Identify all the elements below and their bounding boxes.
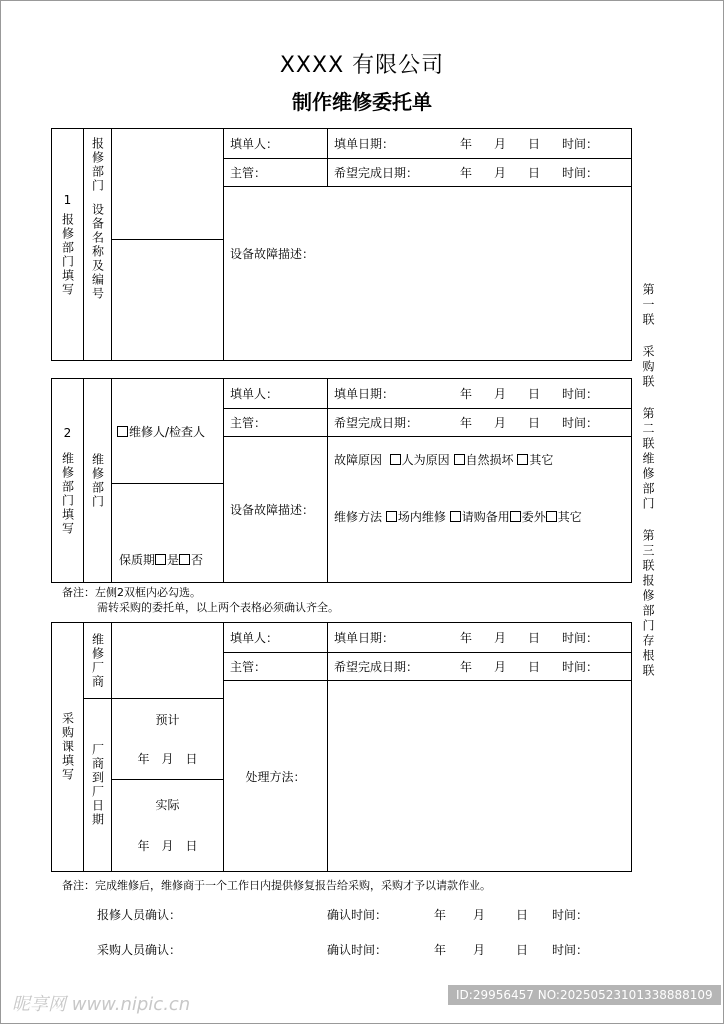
- year-label: 年: [460, 166, 473, 180]
- repairer-label: 维修人/检查人: [129, 424, 206, 439]
- day-label: 日: [528, 416, 541, 430]
- section1-dept: 报修部门: [90, 137, 105, 193]
- month-label: 月: [494, 387, 507, 401]
- form-title: 制作维修委托单: [292, 90, 432, 114]
- method-other: 其它: [557, 510, 582, 524]
- section2-label: 维修部门填写: [60, 451, 75, 536]
- reporter-year: 年: [434, 908, 447, 922]
- warranty-label: 保质期: [119, 553, 156, 567]
- month-label: 月: [494, 660, 507, 675]
- watermark-left: 昵享网 www.nipic.cn: [12, 994, 191, 1015]
- purchaser-time: 时间：: [552, 943, 589, 957]
- month-label: 月: [494, 631, 507, 646]
- time-label: 时间：: [562, 660, 599, 675]
- warranty-no: 否: [191, 553, 204, 567]
- actual-date-cell[interactable]: [112, 779, 224, 871]
- section2-repairer-cell[interactable]: [112, 379, 224, 484]
- method-other-checkbox[interactable]: [546, 511, 557, 522]
- section3-supervisor-cell[interactable]: [224, 653, 328, 681]
- filler-label: 填单人：: [230, 137, 279, 151]
- planned-date-cell[interactable]: [112, 699, 224, 779]
- day-label: 日: [528, 387, 541, 401]
- method-outsource-checkbox[interactable]: [510, 511, 521, 522]
- time-label: 时间：: [562, 137, 599, 151]
- method-purchase: 请购备用: [461, 510, 510, 524]
- section2-warranty-cell[interactable]: [112, 484, 224, 583]
- section2-fill-date[interactable]: [328, 379, 632, 409]
- section1-equipment-input[interactable]: [112, 240, 224, 361]
- planned-label: 预计: [155, 712, 180, 727]
- purchaser-year: 年: [434, 943, 447, 957]
- day-label: 日: [528, 137, 541, 151]
- time-label: 时间：: [562, 166, 599, 180]
- section1-number: 1: [63, 192, 72, 207]
- year-label: 年: [460, 387, 473, 401]
- expect-date-label: 希望完成日期：: [334, 660, 419, 675]
- day-label: 日: [528, 166, 541, 180]
- reporter-time: 时间：: [552, 908, 589, 922]
- section3-handling-cell: [224, 681, 328, 872]
- note1-line2: 需转采购的委托单，以上两个表格必须确认齐全。: [97, 601, 339, 614]
- section3-handling-input[interactable]: [328, 681, 632, 872]
- section1-label: 报修部门填写: [60, 212, 75, 297]
- side-copy-labels: 第一联 采购联 第二联维修部门 第三联报修部门存根联: [641, 283, 655, 679]
- section2-dept: 维修部门: [90, 452, 105, 509]
- year-label: 年: [460, 137, 473, 151]
- section1-table: [51, 128, 632, 361]
- section1-expect-date[interactable]: [328, 159, 632, 187]
- cause-other: 其它: [529, 453, 554, 467]
- section1-dept-col: [84, 129, 112, 361]
- repairer-checkbox[interactable]: [117, 426, 128, 437]
- year-label: 年: [460, 660, 473, 675]
- time-label: 时间：: [562, 631, 599, 646]
- method-outsource: 委外: [521, 510, 546, 524]
- purchaser-confirm-time: 确认时间：: [327, 943, 388, 957]
- section1-fill-date[interactable]: [328, 129, 632, 159]
- section1-supervisor-cell[interactable]: [224, 159, 328, 187]
- reporter-day: 日: [516, 908, 529, 922]
- purchaser-month: 月: [473, 943, 486, 957]
- actual-ymd: 年 月 日: [137, 839, 198, 854]
- supervisor-label: 主管：: [230, 660, 267, 675]
- warranty-yes-checkbox[interactable]: [155, 554, 166, 565]
- year-label: 年: [460, 416, 473, 430]
- day-label: 日: [528, 631, 541, 646]
- section3-vendor-col: [84, 623, 112, 699]
- section2-supervisor-cell[interactable]: [224, 409, 328, 437]
- company-name: XXXX 有限公司: [279, 53, 445, 78]
- handling-label: 处理方法：: [245, 769, 306, 784]
- note1-line1: 备注：左侧2双框内必勾选。: [62, 586, 201, 599]
- supervisor-label: 主管：: [230, 166, 267, 180]
- filler-label: 填单人：: [230, 387, 279, 401]
- section3-table: [51, 622, 632, 872]
- section2-fault-label-cell: [224, 437, 328, 583]
- watermark-right: ID:29956457 NO:20250523101338888109: [448, 985, 721, 1005]
- method-row: [328, 468, 631, 525]
- section2-dept-col: [84, 379, 112, 583]
- fill-date-label: 填单日期：: [334, 137, 395, 151]
- actual-label: 实际: [155, 798, 180, 813]
- note2: 备注：完成维修后，维修商于一个工作日内提供修复报告给采购，采购才予以请款作业。: [62, 879, 491, 892]
- section1-dept-input[interactable]: [112, 129, 224, 240]
- planned-ymd: 年 月 日: [137, 751, 198, 766]
- cause-human-checkbox[interactable]: [390, 454, 401, 465]
- expect-date-label: 希望完成日期：: [334, 166, 419, 180]
- purchaser-day: 日: [516, 943, 529, 957]
- reporter-confirm-time: 确认时间：: [327, 908, 388, 922]
- cause-natural: 自然损坏: [465, 453, 514, 467]
- warranty-no-checkbox[interactable]: [179, 554, 190, 565]
- section3-side: [52, 623, 84, 872]
- section3-filler-cell[interactable]: [224, 623, 328, 653]
- section3-vendor-date: 厂商到厂日期: [90, 743, 105, 828]
- fill-date-label: 填单日期：: [334, 387, 395, 401]
- section3-vendor: 维修厂商: [90, 632, 105, 689]
- cause-natural-checkbox[interactable]: [454, 454, 465, 465]
- section2-table: [51, 378, 632, 583]
- day-label: 日: [528, 660, 541, 675]
- fill-date-label: 填单日期：: [334, 631, 395, 646]
- section1-side: [52, 129, 84, 361]
- cause-human: 人为原因: [401, 453, 450, 467]
- section3-vendor-input[interactable]: [112, 623, 224, 699]
- method-purchase-checkbox[interactable]: [450, 511, 461, 522]
- section3-label: 采购课填写: [60, 712, 75, 782]
- section2-expect-date[interactable]: [328, 409, 632, 437]
- warranty-yes: 是: [167, 553, 180, 567]
- section1-equipment: 设备名称及编号: [90, 203, 105, 301]
- expect-date-label: 希望完成日期：: [334, 416, 419, 430]
- month-label: 月: [494, 137, 507, 151]
- cause-label: 故障原因: [334, 453, 383, 467]
- method-inplant-checkbox[interactable]: [386, 511, 397, 522]
- filler-label: 填单人：: [230, 631, 279, 646]
- purchaser-confirm: 采购人员确认：: [97, 943, 182, 957]
- section1-fault-label: 设备故障描述：: [230, 247, 315, 261]
- cause-row: [328, 437, 631, 468]
- section3-vendor-date-col: [84, 699, 112, 872]
- section3-expect-date[interactable]: [328, 653, 632, 681]
- time-label: 时间：: [562, 416, 599, 430]
- section2-number: 2: [63, 425, 72, 440]
- section3-fill-date[interactable]: [328, 623, 632, 653]
- reporter-month: 月: [473, 908, 486, 922]
- method-label: 维修方法: [334, 510, 383, 524]
- year-label: 年: [460, 631, 473, 646]
- method-inplant: 场内维修: [397, 510, 446, 524]
- time-label: 时间：: [562, 387, 599, 401]
- section2-cause-method: [328, 437, 632, 583]
- supervisor-label: 主管：: [230, 416, 267, 430]
- reporter-confirm: 报修人员确认：: [97, 908, 182, 922]
- section2-fault-label: 设备故障描述：: [230, 503, 315, 517]
- section1-fault-area[interactable]: [224, 187, 632, 361]
- section2-filler-cell[interactable]: [224, 379, 328, 409]
- cause-other-checkbox[interactable]: [517, 454, 528, 465]
- month-label: 月: [494, 166, 507, 180]
- section2-side: [52, 379, 84, 583]
- section1-filler-cell[interactable]: [224, 129, 328, 159]
- month-label: 月: [494, 416, 507, 430]
